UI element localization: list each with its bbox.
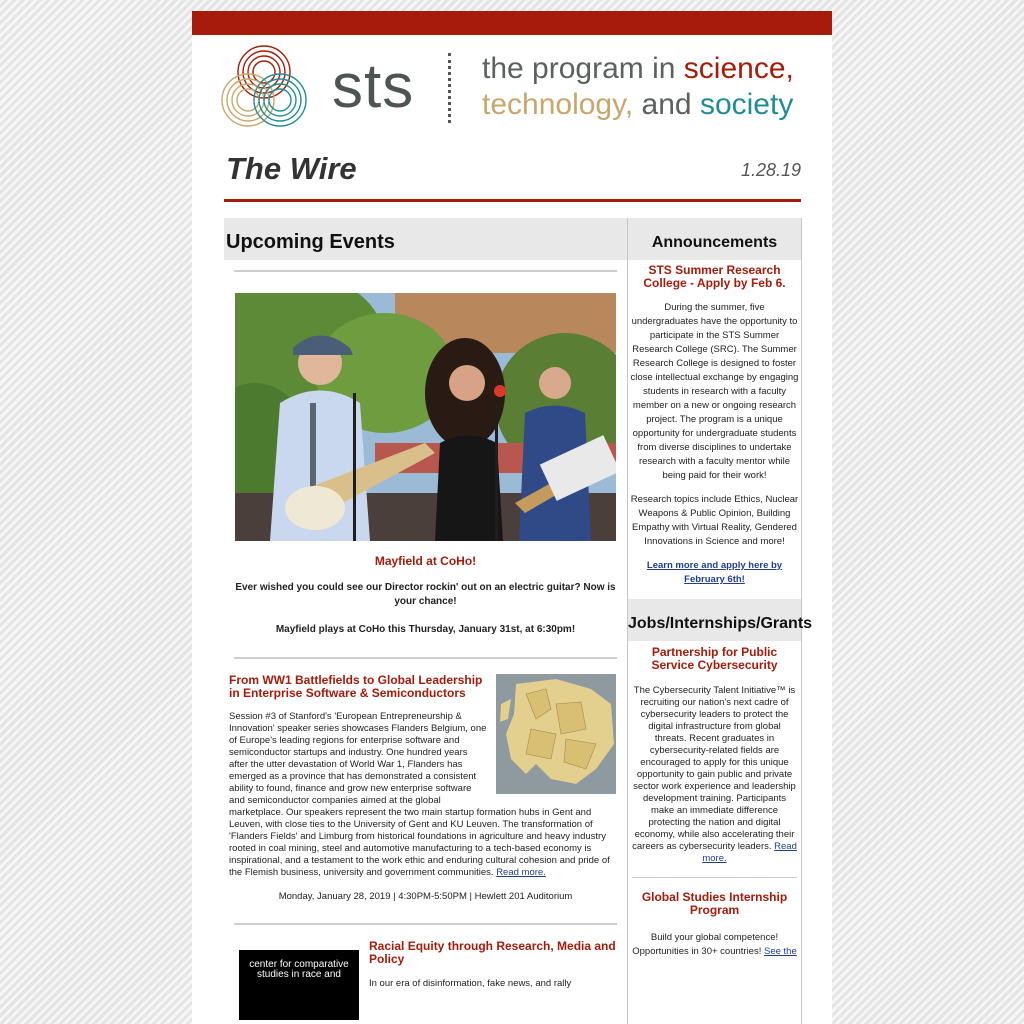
article-body: Session #3 of Stanford's 'European Entrepreneurship & Innovation' speaker series showcases Flanders Belgium, one of Europe's leading regions for enterprise software and semiconductor startups and industry. One hundred years after the utter devastation of World War 1, Flanders has emerged as a province that has demonstrated a consistent ability to found, finance and grow new enterprise software and semiconductor companies aimed at the global marketplace. Our speakers represent the two main startup formation hubs in Gent and Leuven, with close ties to the University of Gent and KU Leuven. The transformation of 'Flanders Fields' and Limburg from historical foundations in agriculture and heavy industry rooted in coal mining, steel and automotive manufacturing to a tech-based economy is inspirational, and a testament to the work ethic and enduring cultural cohesion and pride of the Flemish business, university and government communities. Read more. — [229, 711, 610, 878]
sidebar — [627, 218, 813, 1024]
divider — [234, 270, 617, 272]
newsletter-date: 1.28.19 — [740, 160, 801, 180]
src-title[interactable]: STS Summer Research College - Apply by Feb 6. — [643, 263, 786, 290]
apply-link[interactable]: Learn more and apply here by February 6th! — [646, 560, 783, 585]
article-title[interactable]: From WW1 Battlefields to Global Leadership in Enterprise Software & Semiconductors — [229, 673, 483, 700]
announcements-heading: Announcements — [628, 218, 801, 260]
event-text: Ever wished you could see our Director rockin' out on an electric guitar? Now is your chance! — [235, 582, 616, 607]
src-apply — [628, 559, 801, 587]
see-the-link[interactable]: See the — [764, 946, 797, 957]
europe-map-image — [496, 674, 616, 794]
cyber-title[interactable]: Partnership for Public Service Cybersecurity — [651, 645, 778, 672]
event-title: Mayfield at CoHo! — [374, 554, 477, 568]
newsletter-title: The Wire — [226, 151, 357, 186]
read-more-link[interactable]: Read more. — [702, 841, 797, 864]
title-rule — [224, 199, 801, 202]
article-body: In our era of disinformation, fake news, and rally — [369, 978, 572, 989]
cyber-description: The Cybersecurity Talent Initiative™ is recruiting our nation's next cadre of cybersecurity leaders to protect the digital infrastructure from global threats. Recent graduates in cybersecurity-related fields are encouraged to apply for this unique opportunity to gain public and private sector work experience and leadership development training. Participants make an immediate difference protecting the nation and digital economy, while also accelerating their careers as cybersecurity leaders. Read more. — [632, 685, 797, 864]
divider — [632, 877, 797, 878]
read-more-link[interactable]: Read more. — [496, 867, 546, 878]
upcoming-events-column — [224, 218, 627, 1020]
mayfield-band-photo — [235, 293, 616, 541]
newsletter-page — [192, 11, 832, 1024]
event-meta: Monday, January 28, 2019 | 4:30PM-5:50PM | Hewlett 201 Auditorium — [278, 891, 573, 902]
top-bar — [192, 11, 832, 35]
global-studies-title[interactable]: Global Studies Internship Program — [641, 890, 788, 917]
article-ww1 — [224, 659, 627, 903]
ccsre-logo: center for comparative studies in race and — [239, 950, 359, 1020]
src-description: During the summer, five undergraduates have the opportunity to participate in the STS Summer Research College (SRC). The Summer Research College is designed to foster close intellectual exchange by engaging students in research with a faculty member on a new or ongoing research project. The program is a unique opportunity for undergraduate students from diverse disciplines to undertake research with a faculty mentor while being paid for their work! — [630, 302, 799, 481]
program-tagline: the program in science, technology, and society — [482, 52, 794, 121]
global-studies-description: Build your global competence! Opportunities in 30+ countries! See the — [632, 932, 797, 957]
sts-logo-icon — [218, 42, 310, 134]
sts-wordmark: sts — [332, 52, 415, 121]
article-racial-equity — [224, 925, 627, 990]
event-text: Mayfield plays at CoHo this Thursday, January 31st, at 6:30pm! — [275, 624, 576, 635]
upcoming-events-heading: Upcoming Events — [224, 218, 627, 260]
jobs-heading: Jobs/Internships/Grants — [628, 599, 801, 641]
article-title[interactable]: Racial Equity through Research, Media and Policy — [369, 939, 616, 966]
header-divider — [448, 53, 451, 123]
src-topics: Research topics include Ethics, Nuclear Weapons & Public Opinion, Building Empathy with Virtual Reality, Gendered Innovations in Science and more! — [630, 494, 799, 547]
